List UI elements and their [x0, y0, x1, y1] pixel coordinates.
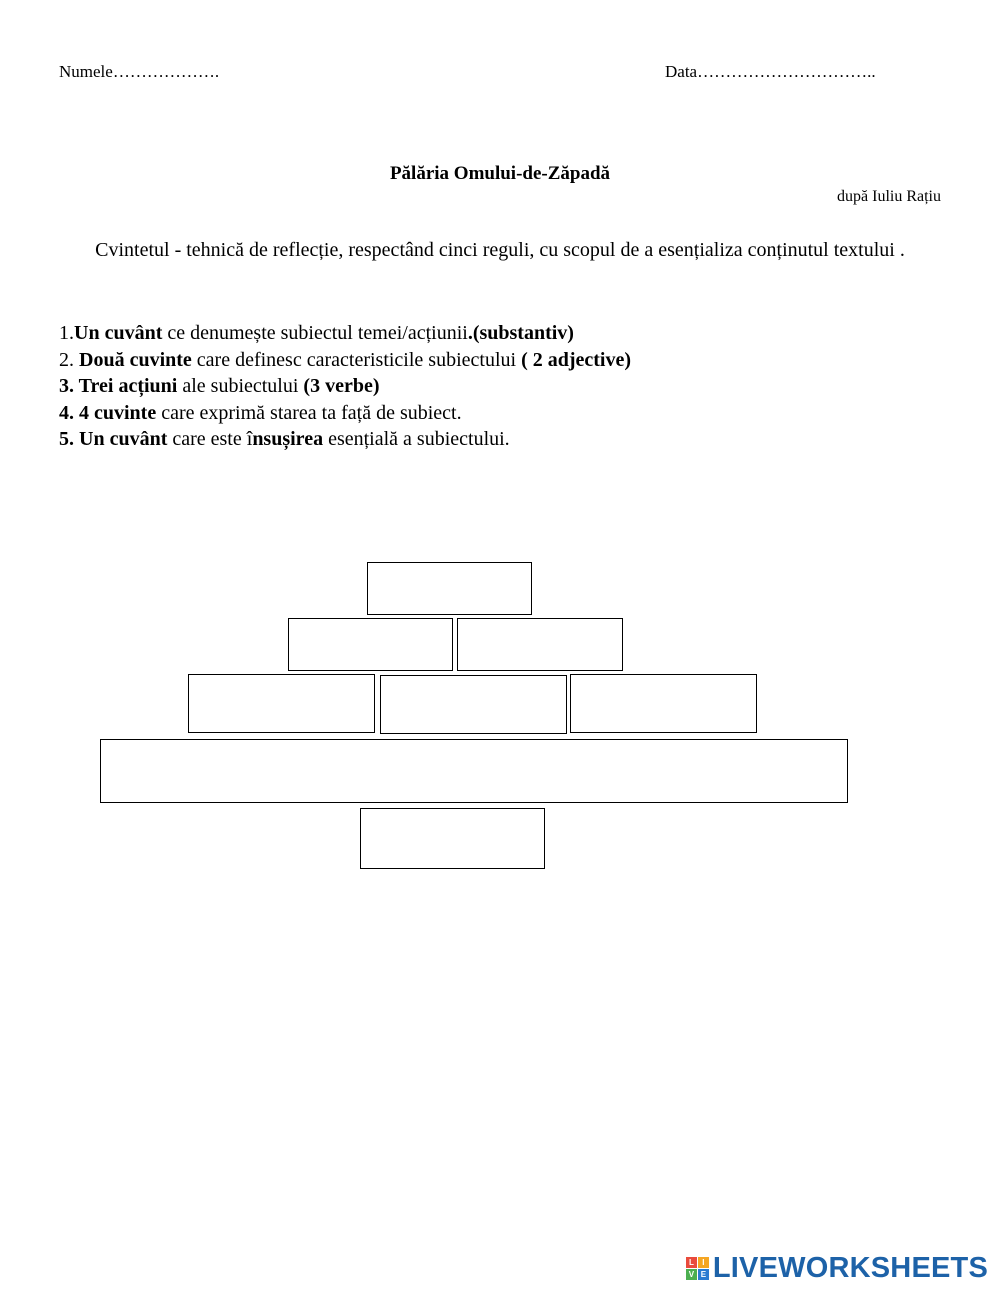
- answer-box-row3-1[interactable]: [188, 674, 375, 733]
- answer-box-row4[interactable]: [100, 739, 848, 803]
- rule-item-5: [59, 426, 631, 453]
- rule-text-run: (3 verbe): [303, 375, 380, 397]
- rule-text-run: ( 2 adjective): [521, 348, 632, 371]
- rule-text-run: 2.: [59, 348, 79, 371]
- author-credit: după Iuliu Rațiu: [837, 188, 941, 205]
- rule-text-run: 5. Un cuvânt: [59, 428, 168, 450]
- answer-box-row2-2[interactable]: [457, 618, 623, 671]
- rule-text-run: esențială a subiectului.: [323, 428, 510, 450]
- answer-box-row5[interactable]: [360, 808, 545, 869]
- logo-mark-letter: I: [698, 1257, 709, 1268]
- rule-text-run: 4. 4 cuvinte: [59, 401, 157, 424]
- rule-text-run: Două cuvinte: [79, 348, 192, 371]
- rule-text-run: ce denumește subiectul temei/acțiunii: [162, 322, 468, 344]
- answer-box-row3-2[interactable]: [380, 675, 567, 734]
- logo-mark-letter: L: [686, 1257, 697, 1268]
- worksheet-title: Pălăria Omului-de-Zăpadă: [389, 163, 611, 184]
- logo-mark-letter: E: [698, 1269, 709, 1280]
- logo-mark-icon: [686, 1257, 709, 1280]
- intro-text: Cvintetul - tehnică de reflecție, respectând cinci reguli, cu scopul de a esențializa conținutul textului .: [95, 239, 905, 261]
- rule-item-2: [59, 347, 631, 374]
- rule-item-1: [59, 320, 631, 347]
- rule-text-run: care este î: [167, 428, 253, 450]
- rule-text-run: Un cuvânt: [74, 322, 163, 344]
- answer-box-row2-1[interactable]: [288, 618, 453, 671]
- rules-list: [59, 320, 631, 453]
- rule-text-run: ale subiectului: [177, 375, 304, 397]
- date-line: Data…………………………..: [665, 62, 876, 81]
- rule-item-4: [59, 400, 631, 427]
- answer-box-row3-3[interactable]: [570, 674, 757, 733]
- rule-text-run: 3. Trei acțiuni: [59, 375, 178, 397]
- rule-text-run: .(substantiv): [467, 322, 574, 344]
- rule-text-run: care definesc caracteristicile subiectului: [191, 348, 522, 371]
- liveworksheets-logo: [686, 1252, 988, 1284]
- rule-text-run: care exprimă starea ta față de subiect.: [156, 401, 462, 424]
- rule-text-run: nsușirea: [252, 428, 324, 450]
- logo-mark-letter: V: [686, 1269, 697, 1280]
- logo-text: LIVEWORKSHEETS: [712, 1251, 988, 1284]
- rule-item-3: [59, 373, 631, 400]
- name-line: Numele……………….: [59, 62, 220, 81]
- rule-text-run: 1.: [59, 322, 74, 344]
- answer-box-row1-1[interactable]: [367, 562, 532, 615]
